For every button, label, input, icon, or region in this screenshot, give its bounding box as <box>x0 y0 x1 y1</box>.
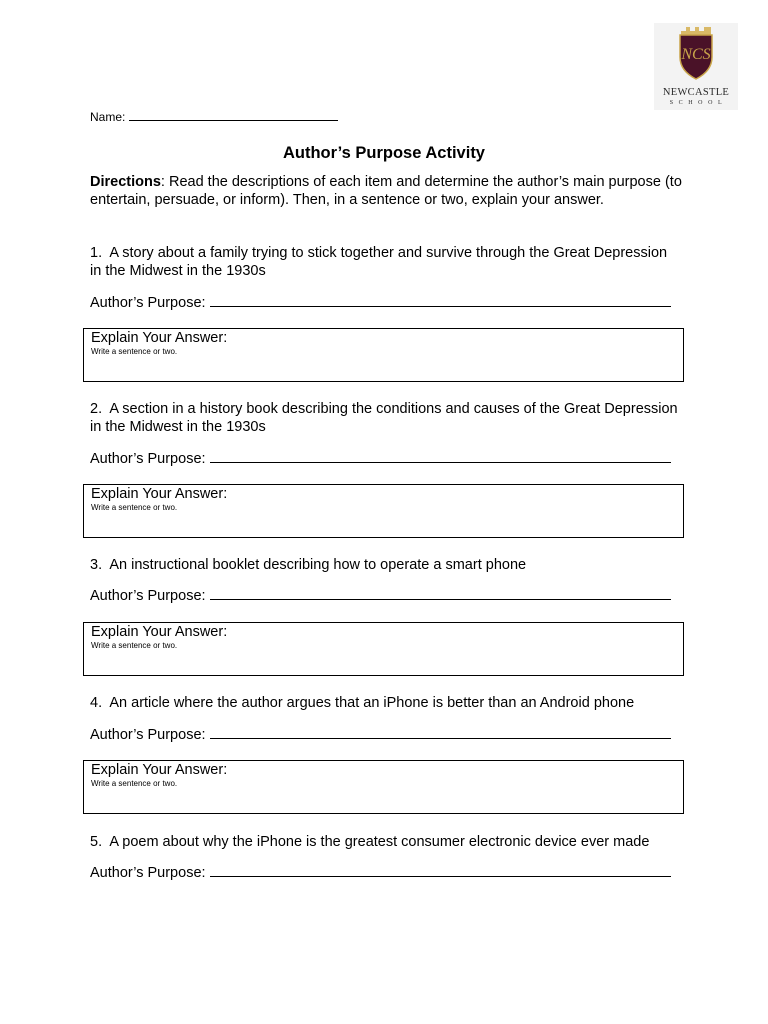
purpose-row-5 <box>90 862 671 882</box>
explain-box-3[interactable] <box>83 622 684 676</box>
explain-box-1[interactable] <box>83 328 684 382</box>
explain-box-2[interactable] <box>83 484 684 538</box>
purpose-row-4 <box>90 724 671 744</box>
purpose-row-1 <box>90 292 671 312</box>
purpose-row-2 <box>90 448 671 468</box>
school-logo <box>654 23 738 110</box>
purpose-row-3 <box>90 585 671 605</box>
question-2 <box>90 400 682 436</box>
question-5 <box>90 833 682 851</box>
purpose-blank[interactable] <box>210 724 671 739</box>
page-title: Author’s Purpose Activity <box>282 144 485 162</box>
school-crest-icon <box>677 27 715 81</box>
question-4 <box>90 694 682 712</box>
explain-hint: Write a sentence or two. <box>91 641 178 650</box>
question-3 <box>90 556 682 574</box>
explain-title: Explain Your Answer: <box>91 624 228 640</box>
purpose-label: Author’s Purpose: <box>90 451 206 467</box>
explain-title: Explain Your Answer: <box>91 486 228 502</box>
purpose-blank[interactable] <box>210 862 671 877</box>
purpose-label: Author’s Purpose: <box>90 865 206 881</box>
question-text: A story about a family trying to stick together and survive through the Great Depression in the Midwest in the 1930s <box>90 245 668 279</box>
name-label: Name: <box>90 110 126 124</box>
purpose-blank[interactable] <box>210 585 671 600</box>
explain-hint: Write a sentence or two. <box>91 503 178 512</box>
question-text: An instructional booklet describing how to operate a smart phone <box>109 557 527 573</box>
name-blank[interactable] <box>129 108 338 121</box>
explain-title: Explain Your Answer: <box>91 330 228 346</box>
question-text: A poem about why the iPhone is the greatest consumer electronic device ever made <box>109 834 650 850</box>
purpose-label: Author’s Purpose: <box>90 295 206 311</box>
logo-subname: SCHOOL <box>669 100 728 106</box>
explain-hint: Write a sentence or two. <box>91 779 178 788</box>
question-number: 3. <box>90 557 103 573</box>
explain-title: Explain Your Answer: <box>91 762 228 778</box>
purpose-blank[interactable] <box>210 292 671 307</box>
crest-initials: NCS <box>681 46 711 63</box>
question-text: An article where the author argues that an iPhone is better than an Android phone <box>109 695 635 711</box>
name-row <box>90 108 338 124</box>
directions-label: Directions <box>90 174 161 190</box>
question-1 <box>90 244 682 280</box>
question-number: 1. <box>90 245 103 261</box>
question-text: A section in a history book describing the conditions and causes of the Great Depression in the Midwest in the 1930s <box>90 401 678 435</box>
explain-hint: Write a sentence or two. <box>91 347 178 356</box>
directions-text: : Read the descriptions of each item and determine the author’s main purpose (to entertain, persuade, or inform). Then, in a sentence or two, explain your answer. <box>90 174 682 208</box>
question-number: 5. <box>90 834 103 850</box>
purpose-blank[interactable] <box>210 448 671 463</box>
logo-name: NEWCASTLE <box>662 87 730 98</box>
question-number: 2. <box>90 401 103 417</box>
explain-box-4[interactable] <box>83 760 684 814</box>
directions <box>90 173 682 209</box>
purpose-label: Author’s Purpose: <box>90 727 206 743</box>
question-number: 4. <box>90 695 103 711</box>
purpose-label: Author’s Purpose: <box>90 588 206 604</box>
